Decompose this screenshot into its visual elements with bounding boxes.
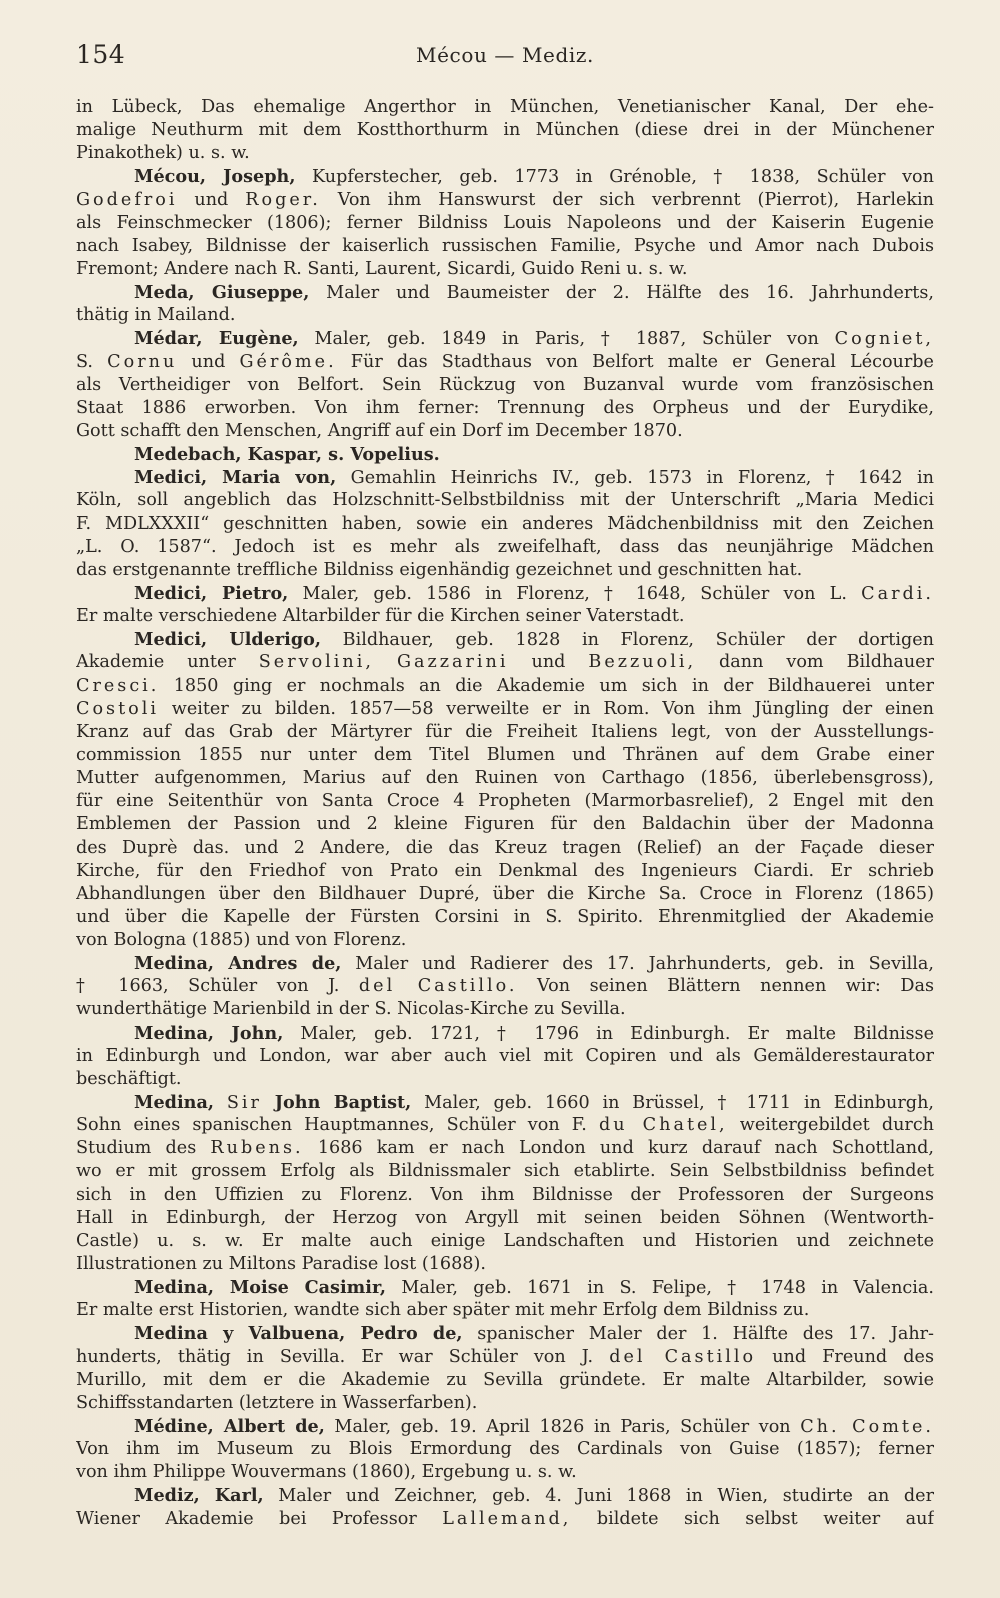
spaced-name: Rubens. xyxy=(210,1138,304,1159)
text-segment: Schiffsstandarten (letztere in Wasserfarben). xyxy=(76,1392,478,1413)
text-segment: Kranz auf das Grab der Märtyrer für die Freiheit Italiens legt, von der Ausstellungs- xyxy=(76,721,934,742)
text-segment: 1686 kam er nach London und kurz darauf nach Schottland, xyxy=(303,1138,934,1159)
text-segment: als Feinschmecker (1806); ferner Bildniss Louis Napoleons und der Kaiserin Eugenie xyxy=(76,212,934,233)
text-line xyxy=(76,1091,934,1114)
text-line xyxy=(76,675,934,698)
text-segment xyxy=(214,1093,227,1113)
spaced-name: Cornu xyxy=(107,351,178,372)
text-line xyxy=(76,212,934,235)
body-text xyxy=(76,96,934,1531)
text-line xyxy=(76,513,934,536)
text-segment: F. MDLXXXII“ geschnitten haben, sowie ein anderes Mädchenbildniss mit den Zeichen xyxy=(76,513,934,534)
text-segment: und xyxy=(508,652,589,673)
text-segment: des Duprè das. und 2 Andere, die das Kreuz tragen (Relief) an der Façade dieser xyxy=(76,837,934,858)
spaced-name: del Castillo. xyxy=(358,976,518,997)
text-line xyxy=(76,721,934,744)
text-line xyxy=(76,975,934,998)
text-segment: Maler, geb. 1721, † 1796 in Edinburgh. Er malte Bildnisse xyxy=(283,1023,934,1044)
entry-name: John Baptist, xyxy=(274,1092,412,1114)
text-line xyxy=(76,165,934,188)
text-line xyxy=(76,929,934,952)
text-segment xyxy=(262,1093,275,1113)
text-line xyxy=(76,1184,934,1207)
text-segment: nach Isabey, Bildnisse der kaiserlich russischen Familie, Psyche und Amor nach Dubois xyxy=(76,235,934,256)
text-segment: Akademie unter xyxy=(76,652,259,673)
entry-name: Medina, xyxy=(134,1092,214,1114)
text-segment: Von ihm Hanswurst der sich verbrennt (Pierrot), Harlekin xyxy=(320,189,934,210)
text-segment: Emblemen der Passion und 2 kleine Figuren für den Baldachin über der Madonna xyxy=(76,814,934,835)
text-line xyxy=(76,351,934,374)
text-line xyxy=(76,1484,934,1507)
text-segment: Wiener Akademie bei Professor xyxy=(76,1508,443,1529)
text-line xyxy=(76,304,934,327)
text-line xyxy=(76,860,934,883)
entry-name: Medebach, Kaspar, s. Vopelius. xyxy=(134,444,440,466)
spaced-name: Costoli xyxy=(76,698,159,719)
text-line xyxy=(76,813,934,836)
text-line xyxy=(76,1415,934,1438)
text-line xyxy=(76,837,934,860)
text-segment: Er malte erst Historien, wandte sich aber später mit mehr Erfolg dem Bildniss zu. xyxy=(76,1300,810,1321)
text-line xyxy=(76,374,934,397)
text-segment: Illustrationen zu Miltons Paradise lost (1688). xyxy=(76,1254,486,1275)
text-line xyxy=(76,258,934,281)
text-line xyxy=(76,235,934,258)
text-segment: „L. O. 1587“. Jedoch ist es mehr als zweifelhaft, dass das neunjährige Mädchen xyxy=(76,536,934,557)
text-line xyxy=(76,142,934,165)
text-segment: für eine Seitenthür von Santa Croce 4 Propheten (Marmorbasrelief), 2 Engel mit den xyxy=(76,791,934,812)
entry-name: Medici, Pietro, xyxy=(134,582,289,604)
text-segment: Bildhauer, geb. 1828 in Florenz, Schüler der dortigen xyxy=(321,630,934,651)
text-segment: Pinakothek) u. s. w. xyxy=(76,143,250,164)
text-line xyxy=(76,1045,934,1068)
entry-name: Medina, Moise Casimir, xyxy=(134,1277,387,1299)
entry-name: Médine, Albert de, xyxy=(134,1416,325,1438)
text-segment: Maler und Radierer des 17. Jahrhunderts, geb. in Sevilla, xyxy=(341,954,934,975)
text-segment: in Edinburgh und London, war aber auch viel mit Copiren und als Gemälderestaurator xyxy=(76,1045,934,1066)
text-segment: Kirche, für den Friedhof von Prato ein Denkmal des Ingenieurs Ciardi. Er schrieb xyxy=(76,860,934,881)
text-segment: spanischer Maler der 1. Hälfte des 17. Jahr- xyxy=(462,1324,934,1345)
text-line xyxy=(76,1160,934,1183)
spaced-name: Roger. xyxy=(245,189,321,210)
text-segment: weitergebildet durch xyxy=(727,1115,934,1136)
text-line xyxy=(76,790,934,813)
text-line xyxy=(76,1299,934,1322)
text-line xyxy=(76,559,934,582)
text-segment: dann vom Bildhauer xyxy=(696,652,934,673)
text-segment: Sohn eines spanischen Hauptmannes, Schüler von F. xyxy=(76,1115,599,1136)
text-segment: und xyxy=(177,351,240,372)
text-segment: Kupferstecher, geb. 1773 in Grénoble, † 1838, Schüler von xyxy=(295,167,934,188)
text-line xyxy=(76,582,934,605)
text-segment: Er malte verschiedene Altarbilder für die Kirchen seiner Vaterstadt. xyxy=(76,606,685,627)
text-segment: Hall in Edinburgh, der Herzog von Argyll mit seinen beiden Söhnen (Wentworth- xyxy=(76,1207,934,1228)
text-segment: Maler und Zeichner, geb. 4. Juni 1868 in Wien, studirte an der xyxy=(263,1486,934,1507)
text-line xyxy=(76,397,934,420)
text-segment: wo er mit grossem Erfolg als Bildnissmaler sich etablirte. Sein Selbstbildniss befindet xyxy=(76,1161,934,1182)
running-head: Mécou — Mediz. xyxy=(416,43,594,67)
text-segment: und xyxy=(177,189,246,210)
text-line xyxy=(76,1068,934,1091)
text-segment: Mutter aufgenommen, Marius auf den Ruinen von Carthago (1856, überlebensgross), xyxy=(76,768,934,789)
text-segment: Maler, geb. 19. April 1826 in Paris, Schüler von xyxy=(324,1417,801,1438)
text-line xyxy=(76,1392,934,1415)
text-line xyxy=(76,1322,934,1345)
text-line xyxy=(76,651,934,674)
text-segment: Maler, geb. 1849 in Paris, † 1887, Schüler von xyxy=(298,329,835,350)
text-line xyxy=(76,883,934,906)
spaced-name: Lallemand, xyxy=(442,1508,572,1529)
text-segment: Fremont; Andere nach R. Santi, Laurent, Sicardi, Guido Reni u. s. w. xyxy=(76,258,688,279)
text-segment xyxy=(374,652,397,672)
entry-name: Medici, Ulderigo, xyxy=(134,629,321,651)
spaced-name: Bezzuoli, xyxy=(588,652,697,673)
text-line xyxy=(76,1137,934,1160)
spaced-name: Gérôme. xyxy=(239,351,337,372)
entry-name: Mécou, Joseph, xyxy=(134,166,296,188)
spaced-name: Cogniet, xyxy=(834,329,934,350)
text-segment: Abhandlungen über den Bildhauer Dupré, über die Kirche Sa. Croce in Florenz (1865) xyxy=(76,883,934,904)
text-segment: thätig in Mailand. xyxy=(76,305,236,326)
spaced-name: du Chatel, xyxy=(598,1115,728,1136)
text-line xyxy=(76,1276,934,1299)
text-line xyxy=(76,1461,934,1484)
text-segment: Gott schafft den Menschen, Angriff auf ein Dorf im December 1870. xyxy=(76,420,683,441)
entry-name: Medici, Maria von, xyxy=(134,467,337,489)
text-segment: in Lübeck, Das ehemalige Angerthor in München, Venetianischer Kanal, Der ehe- xyxy=(76,97,934,117)
text-segment: Maler, geb. 1671 in S. Felipe, † 1748 in Valencia. xyxy=(386,1278,934,1299)
text-segment: Von seinen Blättern nennen wir: Das xyxy=(517,976,934,997)
text-line xyxy=(76,466,934,489)
text-line xyxy=(76,952,934,975)
text-line xyxy=(76,744,934,767)
text-segment: Castle) u. s. w. Er malte auch einige Landschaften und Historien und zeichnete xyxy=(76,1230,934,1251)
text-line xyxy=(76,1253,934,1276)
page-number: 154 xyxy=(76,40,126,69)
text-segment: Murillo, mit dem er die Akademie zu Sevilla gründete. Er malte Altarbilder, sowie xyxy=(76,1369,934,1390)
text-segment: wunderthätige Marienbild in der S. Nicolas-Kirche zu Sevilla. xyxy=(76,999,626,1020)
text-line xyxy=(76,628,934,651)
text-line xyxy=(76,443,934,466)
entry-name: Medina, John, xyxy=(134,1022,284,1044)
spaced-name: Ch. Comte. xyxy=(800,1417,934,1438)
text-segment: beschäftigt. xyxy=(76,1068,182,1089)
text-segment: Von ihm im Museum zu Blois Ermordung des Cardinals von Guise (1857); ferner xyxy=(76,1439,934,1460)
text-segment: weiter zu bilden. 1857—58 verweilte er in Rom. Von ihm Jüngling der einen xyxy=(159,698,934,719)
text-line xyxy=(76,189,934,212)
text-line xyxy=(76,536,934,559)
spaced-name: Cresci. xyxy=(76,675,160,696)
spaced-name: del Castillo xyxy=(609,1346,757,1367)
page-header xyxy=(76,40,934,76)
text-line xyxy=(76,420,934,443)
text-line xyxy=(76,281,934,304)
text-line xyxy=(76,1508,934,1531)
entry-name: Medina y Valbuena, Pedro de, xyxy=(134,1323,463,1345)
text-segment: S. xyxy=(76,351,108,372)
text-line xyxy=(76,327,934,350)
text-line xyxy=(76,119,934,142)
spaced-name: Sir xyxy=(226,1093,262,1114)
text-segment: commission 1855 nur unter dem Titel Blumen und Thränen auf dem Grabe einer xyxy=(76,744,934,765)
text-segment: sich in den Uffizien zu Florenz. Von ihm Bildnisse der Professoren der Surgeons xyxy=(76,1184,934,1205)
text-segment: Maler und Baumeister der 2. Hälfte des 16. Jahrhunderts, xyxy=(309,283,934,304)
spaced-name: Gazzarini xyxy=(396,652,509,673)
text-segment: Für das Stadthaus von Belfort malte er General Lécourbe xyxy=(336,351,934,372)
spaced-name: Cardi. xyxy=(861,583,934,604)
text-line xyxy=(76,998,934,1021)
text-line xyxy=(76,1207,934,1230)
text-line xyxy=(76,1346,934,1369)
text-segment: Köln, soll angeblich das Holzschnitt-Selbstbildniss mit der Unterschrift „Maria Medici xyxy=(76,490,934,511)
text-segment: als Vertheidiger von Belfort. Sein Rückzug von Buzanval wurde vom französischen xyxy=(76,374,934,395)
text-line xyxy=(76,489,934,512)
text-line xyxy=(76,605,934,628)
text-line xyxy=(76,767,934,790)
entry-name: Meda, Giuseppe, xyxy=(134,282,310,304)
text-segment: das erstgenannte treffliche Bildniss eigenhändig gezeichnet und geschnitten hat. xyxy=(76,559,803,580)
entry-name: Medina, Andres de, xyxy=(134,953,342,975)
text-segment: und über die Kapelle der Fürsten Corsini in S. Spirito. Ehrenmitglied der Akademie xyxy=(76,906,934,927)
text-line xyxy=(76,96,934,119)
entry-name: Mediz, Karl, xyxy=(134,1485,264,1507)
text-line xyxy=(76,906,934,929)
spaced-name: Servolini, xyxy=(258,652,374,673)
text-segment: Gemahlin Heinrichs IV., geb. 1573 in Florenz, † 1642 in xyxy=(336,468,934,489)
text-segment: bildete sich selbst weiter auf xyxy=(571,1508,934,1529)
spaced-name: Godefroi xyxy=(76,189,178,210)
text-segment: 1850 ging er nochmals an die Akademie um sich in der Bildhauerei unter xyxy=(159,675,934,696)
text-segment: Staat 1886 erworben. Von ihm ferner: Trennung des Orpheus und der Eurydike, xyxy=(76,397,934,418)
entry-name: Médar, Eugène, xyxy=(134,328,299,350)
text-segment: Maler, geb. 1586 in Florenz, † 1648, Schüler von L. xyxy=(288,583,862,604)
text-segment: von Bologna (1885) und von Florenz. xyxy=(76,930,407,951)
text-segment: von ihm Philippe Wouvermans (1860), Ergebung u. s. w. xyxy=(76,1462,577,1483)
text-segment: und Freund des xyxy=(756,1346,934,1367)
text-line xyxy=(76,1022,934,1045)
text-segment: Studium des xyxy=(76,1138,211,1159)
text-segment: hunderts, thätig in Sevilla. Er war Schüler von J. xyxy=(76,1346,610,1367)
text-segment: Maler, geb. 1660 in Brüssel, † 1711 in Edinburgh, xyxy=(411,1093,934,1114)
text-line xyxy=(76,1230,934,1253)
text-segment: † 1663, Schüler von J. xyxy=(76,976,359,997)
text-line xyxy=(76,1369,934,1392)
text-line xyxy=(76,698,934,721)
text-line xyxy=(76,1114,934,1137)
text-segment: malige Neuthurm mit dem Kostthorthurm in München (diese drei in der Münchener xyxy=(76,120,934,141)
text-line xyxy=(76,1438,934,1461)
